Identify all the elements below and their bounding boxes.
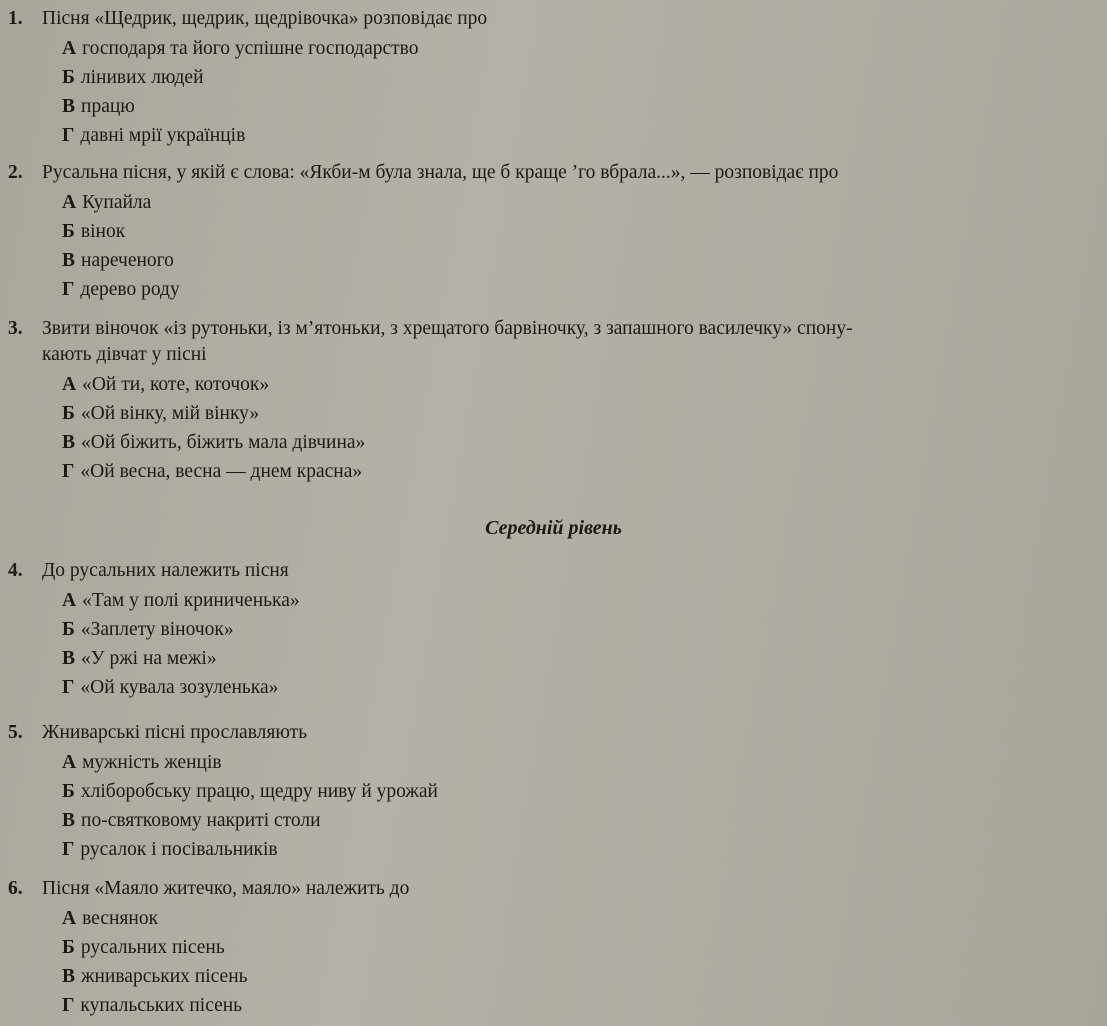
answer-option: [62, 991, 1100, 1020]
question-number: 4.: [8, 560, 23, 581]
question-number: 2.: [8, 162, 23, 183]
question-text: Жниварські пісні прославляють: [42, 722, 308, 743]
option-letter: Г: [62, 461, 75, 482]
option-letter: В: [62, 432, 76, 453]
answer-option: [62, 644, 1100, 673]
answer-option: [62, 370, 1100, 399]
answer-option: [62, 246, 1100, 275]
question-2: [0, 160, 1100, 304]
answer-option: [62, 615, 1100, 644]
question-text: Русальна пісня, у якій є слова: «Якби-м була знала, ще б краще ’го вбрала...», — розповідає про: [42, 162, 839, 183]
option-letter: Г: [62, 279, 75, 300]
option-text: дерево роду: [80, 279, 180, 300]
option-letter: В: [62, 250, 76, 271]
option-text: нареченого: [81, 250, 174, 271]
option-letter: Б: [62, 67, 75, 88]
question-text: До русальних належить пісня: [42, 560, 289, 581]
question-1: [0, 6, 1100, 150]
option-text: «Ой вінку, мій вінку»: [80, 403, 260, 424]
question-number: 3.: [8, 318, 23, 339]
option-letter: Б: [62, 937, 75, 958]
option-text: жниварських пісень: [81, 966, 248, 987]
question-text: Пісня «Маяло житечко, маяло» належить до: [42, 878, 410, 899]
option-text: «Ой кувала зозуленька»: [80, 677, 279, 698]
answer-option: [62, 673, 1100, 702]
option-text: господаря та його успішне господарство: [82, 38, 419, 59]
option-text: лінивих людей: [80, 67, 204, 88]
option-letter: В: [62, 96, 76, 117]
question-5: [0, 720, 1100, 864]
answer-option: [62, 748, 1100, 777]
option-text: «Там у полі криниченька»: [82, 590, 300, 611]
option-text: «Ой ти, коте, коточок»: [82, 374, 270, 395]
answer-option: [62, 92, 1100, 121]
option-text: «Ой біжить, біжить мала дівчина»: [81, 432, 366, 453]
answer-option: [62, 586, 1100, 615]
option-letter: А: [62, 752, 77, 773]
option-text: веснянок: [82, 908, 159, 929]
question-text: Звити віночок «із рутоньки, із м’ятоньки, з хрещатого барвіночку, з запашного василечку» спону- кають дівчат у пісні: [42, 318, 853, 365]
option-text: по-святковому накриті столи: [81, 810, 321, 831]
question-6: [0, 876, 1100, 1020]
option-letter: В: [62, 966, 76, 987]
answer-option: [62, 835, 1100, 864]
answer-option: [62, 275, 1100, 304]
option-text: хліборобську працю, щедру ниву й урожай: [80, 781, 438, 802]
answer-option: [62, 188, 1100, 217]
section-title: Середній рівень: [485, 517, 622, 539]
option-letter: Г: [62, 995, 75, 1016]
answer-option: [62, 399, 1100, 428]
option-letter: Б: [62, 781, 75, 802]
answer-option: [62, 457, 1100, 486]
option-text: «У ржі на межі»: [81, 648, 217, 669]
option-letter: Б: [62, 403, 75, 424]
answer-option: [62, 63, 1100, 92]
option-letter: В: [62, 648, 76, 669]
option-letter: А: [62, 192, 77, 213]
option-text: мужність женців: [82, 752, 222, 773]
option-letter: Г: [62, 839, 75, 860]
option-text: русалок і посівальників: [80, 839, 278, 860]
option-text: Купайла: [82, 192, 152, 213]
option-letter: В: [62, 810, 76, 831]
answer-option: [62, 962, 1100, 991]
answer-option: [62, 777, 1100, 806]
option-letter: Б: [62, 619, 75, 640]
question-number: 1.: [8, 8, 23, 29]
option-text: купальських пісень: [80, 995, 243, 1016]
option-letter: Б: [62, 221, 75, 242]
option-text: працю: [81, 96, 135, 117]
question-3: [0, 316, 1100, 486]
option-letter: А: [62, 374, 77, 395]
option-text: русальних пісень: [80, 937, 225, 958]
question-number: 5.: [8, 722, 23, 743]
answer-option: [62, 121, 1100, 150]
option-letter: А: [62, 38, 77, 59]
question-text: Пісня «Щедрик, щедрик, щедрівочка» розповідає про: [42, 8, 488, 29]
question-4: [0, 558, 1100, 702]
answer-option: [62, 904, 1100, 933]
option-letter: Г: [62, 125, 75, 146]
question-number: 6.: [8, 878, 23, 899]
option-letter: А: [62, 590, 77, 611]
answer-option: [62, 933, 1100, 962]
answer-option: [62, 806, 1100, 835]
option-text: вінок: [80, 221, 126, 242]
option-text: «Заплету віночок»: [80, 619, 234, 640]
option-text: «Ой весна, весна — днем красна»: [80, 461, 363, 482]
option-letter: Г: [62, 677, 75, 698]
option-text: давні мрії українців: [80, 125, 246, 146]
answer-option: [62, 428, 1100, 457]
answer-option: [62, 34, 1100, 63]
option-letter: А: [62, 908, 77, 929]
answer-option: [62, 217, 1100, 246]
